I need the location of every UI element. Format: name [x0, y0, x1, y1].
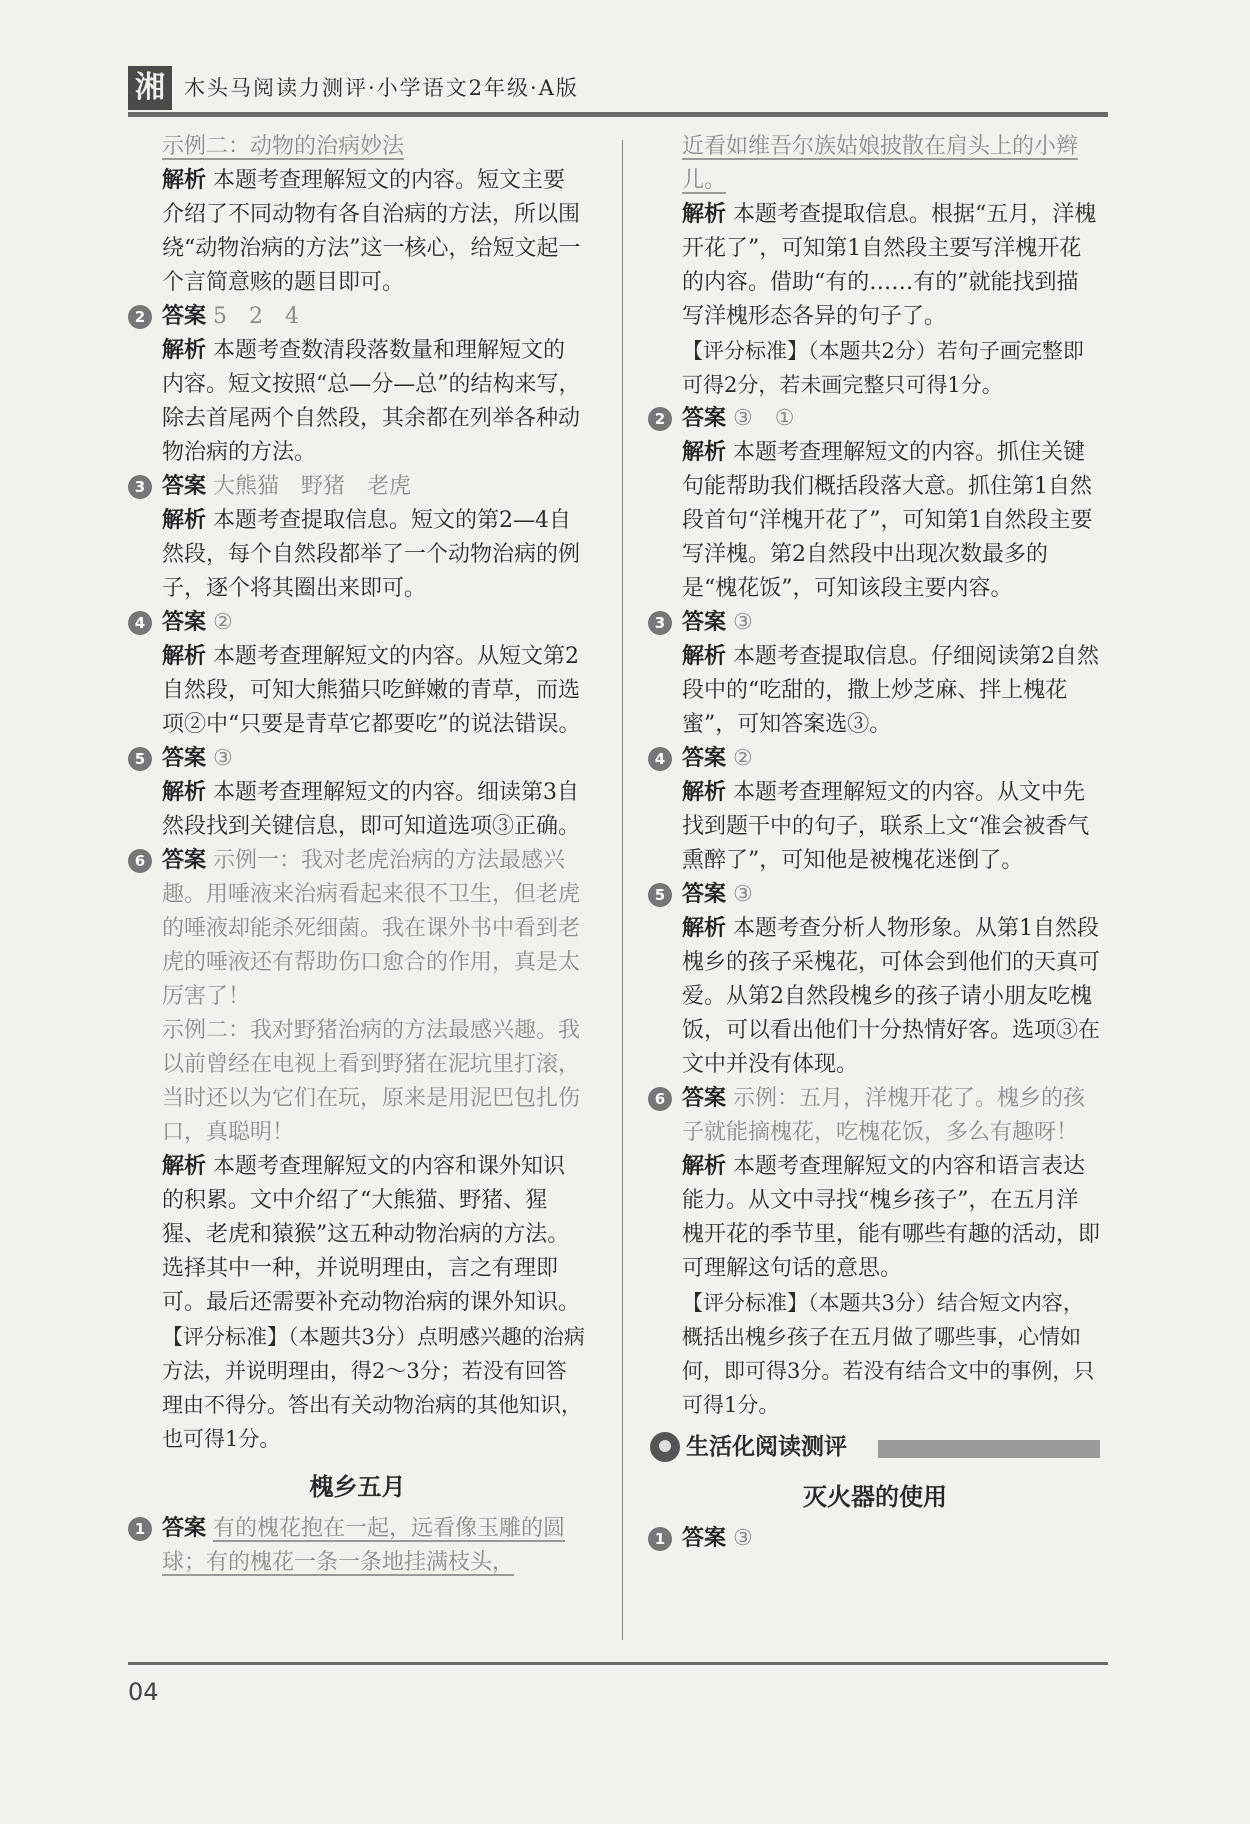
life-reading-banner [650, 1430, 1100, 1466]
question-2: 2 答案 5 2 4 解析 本题考查数清段落数量和理解短文的内容。短文按照“总—分—总”的结构来写，除去首尾两个自然段，其余都在列举各种动物治病的方法。 [130, 300, 585, 470]
question-number: 3 [648, 611, 672, 635]
question-3: 3 答案 大熊猫 野猪 老虎 解析 本题考查提取信息。短文的第2—4自然段，每个自然段都举了一个动物治病的例子，逐个将其圈出来即可。 [130, 470, 585, 606]
answer-text: 示例二：我对野猪治病的方法最感兴趣。我以前曾经在电视上看到野猪在泥坑里打滚，当时还以为它们在玩，原来是用泥巴包扎伤口，真聪明！ [162, 1018, 581, 1145]
answer-text: 示例一：我对老虎治病的方法最感兴趣。用唾液来治病看起来很不卫生，但老虎的唾液却能杀死细菌。我在课外书中看到老虎的唾液还有帮助伤口愈合的作用，真是太厉害了！ [162, 848, 581, 1009]
standard-label: 【评分标准】 [162, 1325, 288, 1349]
analysis-text: 本题考查理解短文的内容。从文中先找到题干中的句子，联系上文“准会被香气熏醉了”，可知他是被槐花迷倒了。 [682, 780, 1090, 873]
question-3: 3 答案 ③ 解析 本题考查提取信息。仔细阅读第2自然段中的“吃甜的，撒上炒芝麻、拌上槐花蜜”，可知答案选③。 [650, 606, 1100, 742]
question-number: 3 [128, 475, 152, 499]
answer-text: 有的槐花抱在一起，远看像玉雕的圆球；有的槐花一条一条地挂满枝头， [162, 1516, 566, 1575]
question-5: 5 答案 ③ 解析 本题考查理解短文的内容。细读第3自然段找到关键信息，即可知道选项③正确。 [130, 742, 585, 844]
header-rule [128, 112, 1108, 117]
analysis-text: 本题考查提取信息。短文的第2—4自然段，每个自然段都举了一个动物治病的例子，逐个将其圈出来即可。 [162, 508, 581, 601]
analysis-text: 本题考查提取信息。根据“五月，洋槐开花了”，可知第1自然段主要写洋槐开花的内容。借助“有的……有的”就能找到描写洋槐形态各异的句子了。 [682, 202, 1097, 329]
answer-text: 近看如维吾尔族姑娘披散在肩头上的小辫儿。 [682, 134, 1079, 193]
answer-text: ③ [733, 610, 753, 635]
column-divider [622, 140, 623, 1640]
question-2: 2 答案 ③ ① 解析 本题考查理解短文的内容。抓住关键句能帮助我们概括段落大意。抓住第1自然段首句“洋槐开花了”，可知第1自然段主要写洋槐。第2自然段中出现次数最多的是“槐花饭”，可知该段主要内容。 [650, 402, 1100, 606]
question-number: 6 [128, 849, 152, 873]
analysis-text: 本题考查理解短文的内容。抓住关键句能帮助我们概括段落大意。抓住第1自然段首句“洋槐开花了”，可知第1自然段主要写洋槐。第2自然段中出现次数最多的是“槐花饭”，可知该段主要内容。 [682, 440, 1093, 601]
question-number: 4 [648, 747, 672, 771]
question-1: 1 答案 ③ [650, 1522, 1100, 1556]
question-number: 5 [128, 747, 152, 771]
footer-rule [128, 1662, 1108, 1665]
answer-text: 大熊猫 野猪 老虎 [213, 474, 412, 499]
analysis-text: 本题考查理解短文的内容和语言表达能力。从文中寻找“槐乡孩子”，在五月洋槐开花的季节里，能有哪些有趣的活动，即可理解这句话的意思。 [682, 1154, 1101, 1281]
question-4: 4 答案 ② 解析 本题考查理解短文的内容。从文中先找到题干中的句子，联系上文“准会被香气熏醉了”，可知他是被槐花迷倒了。 [650, 742, 1100, 878]
header-badge: 湘 [128, 66, 172, 110]
question-4: 4 答案 ② 解析 本题考查理解短文的内容。从短文第2自然段，可知大熊猫只吃鲜嫩的青草，而选项②中“只要是青草它都要吃”的说法错误。 [130, 606, 585, 742]
answer-text: 示例：五月，洋槐开花了。槐乡的孩子就能摘槐花，吃槐花饭，多么有趣呀！ [682, 1086, 1086, 1145]
answer-text: ② [733, 746, 753, 771]
answer-text: ③ [733, 882, 753, 907]
answer-text: ③ [213, 746, 233, 771]
analysis-text: 本题考查理解短文的内容。从短文第2自然段，可知大熊猫只吃鲜嫩的青草，而选项②中“只要是青草它都要吃”的说法错误。 [162, 644, 581, 737]
analysis-text: 本题考查分析人物形象。从第1自然段槐乡的孩子采槐花，可体会到他们的天真可爱。从第2自然段槐乡的孩子请小朋友吃槐饭，可以看出他们十分热情好客。选项③在文中并没有体现。 [682, 916, 1101, 1077]
analysis-text: 本题考查理解短文的内容。细读第3自然段找到关键信息，即可知道选项③正确。 [162, 780, 581, 839]
answer-text: 5 2 4 [213, 304, 300, 329]
question-number: 6 [648, 1087, 672, 1111]
question-number: 1 [648, 1527, 672, 1551]
left-column [130, 130, 585, 1580]
banner-bar [878, 1440, 1100, 1458]
standard-text: （本题共3分）结合短文内容，概括出槐乡孩子在五月做了哪些事，心情如何，即可得3分。若没有结合文中的事例，只可得1分。 [682, 1291, 1095, 1417]
standard-label: 【评分标准】 [682, 339, 808, 363]
analysis-block: 解析 本题考查理解短文的内容。短文主要介绍了不同动物有各自治病的方法，所以围绕“动物治病的方法”这一核心，给短文起一个言简意赅的题目即可。 [162, 168, 581, 295]
question-number: 4 [128, 611, 152, 635]
section-title: 灭火器的使用 [803, 1483, 947, 1511]
question-6: 6 答案 示例：五月，洋槐开花了。槐乡的孩子就能摘槐花，吃槐花饭，多么有趣呀！ 解析 本题考查理解短文的内容和语言表达能力。从文中寻找“槐乡孩子”，在五月洋槐开花的季节里，能有哪些有趣的活动，即可理解这句话的意思。 【评分标准】（本题共3分）结合短文内容，概括出槐乡孩子在五月做了哪些事，心情如何，即可得3分。若没有结合文中的事例，只可得1分。 [650, 1082, 1100, 1422]
question-number: 2 [128, 305, 152, 329]
life-reading-title: 生活化阅读测评 [686, 1434, 847, 1460]
question-1: 1 答案 有的槐花抱在一起，远看像玉雕的圆球；有的槐花一条一条地挂满枝头， [130, 1512, 585, 1580]
section-title: 槐乡五月 [309, 1473, 406, 1501]
page-number: 04 [128, 1678, 159, 1706]
answer-text: ② [213, 610, 233, 635]
question-number: 1 [128, 1517, 152, 1541]
right-column: 近看如维吾尔族姑娘披散在肩头上的小辫儿。 解析 本题考查提取信息。根据“五月，洋槐开花了”，可知第1自然段主要写洋槐开花的内容。借助“有的……有的”就能找到描写洋槐形态各异的句子了。 【评分标准】（本题共2分）若句子画完整即可得2分，若未画完整只可得1分。 2 答案 ③ ① 解析 本题考查理解短文的内容。抓住关键句能帮助我们概括段落大意。抓住第1自然段首句“洋槐开花了”，可知第1自然段主要写洋槐。第2自然段中出现次数最多的是“槐花饭”，可知该段主要内容。 3 答案 ③ 解析 本题考查提取信息。仔细阅读第2自然段中的“吃甜的，撒上炒芝麻、拌上槐花蜜”，可知答案选③。 4 答案 ② 解析 本题考查理解短文的内容。从文中先找到题干中的句子，联系上文“准会被香气熏醉了”，可知他是被槐花迷倒了。 5 答案 ③ 解析 本题考查分析人物形象。从第1自然段槐乡的孩子采槐花，可体会到他们的天真可爱。从第2自然段槐乡的孩子请小朋友吃槐饭，可以看出他们十分热情好客。选项③在文中并没有体现。 6 答案 示例：五月，洋槐开花了。槐乡的孩子就能摘槐花，吃槐花饭，多么有趣呀！ 解析 本题考查理解短文的内容和语言表达能力。从文中寻找“槐乡孩子”，在五月洋槐开花的季节里，能有哪些有趣的活动，即可理解这句话的意思。 【评分标准】（本题共3分）结合短文内容，概括出槐乡孩子在五月做了哪些事，心情如何，即可得3分。若没有结合文中的事例，只可得1分。 生活化阅读测评 灭火器的使用 1 答案 ③ [650, 130, 1100, 1556]
standard-label: 【评分标准】 [682, 1291, 808, 1315]
answer-text: 示例二：动物的治病妙法 [162, 134, 405, 159]
answer-text: ③ [733, 1526, 753, 1551]
analysis-text: 本题考查理解短文的内容和课外知识的积累。文中介绍了“大熊猫、野猪、猩猩、老虎和猿猴”这五种动物治病的方法。选择其中一种，并说明理由，言之有理即可。最后还需要补充动物治病的课外知识。 [162, 1154, 581, 1315]
header-title: 木头马阅读力测评·小学语文2年级·A版 [184, 76, 579, 100]
analysis-text: 本题考查提取信息。仔细阅读第2自然段中的“吃甜的，撒上炒芝麻、拌上槐花蜜”，可知答案选③。 [682, 644, 1100, 737]
question-5: 5 答案 ③ 解析 本题考查分析人物形象。从第1自然段槐乡的孩子采槐花，可体会到他们的天真可爱。从第2自然段槐乡的孩子请小朋友吃槐饭，可以看出他们十分热情好客。选项③在文中并没有体现。 [650, 878, 1100, 1082]
standard-text: （本题共2分）若句子画完整即可得2分，若未画完整只可得1分。 [682, 339, 1084, 397]
standard-text: （本题共3分）点明感兴趣的治病方法，并说明理由，得2～3分；若没有回答理由不得分。答出有关动物治病的其他知识，也可得1分。 [162, 1325, 585, 1451]
question-6: 6 答案 示例一：我对老虎治病的方法最感兴趣。用唾液来治病看起来很不卫生，但老虎的唾液却能杀死细菌。我在课外书中看到老虎的唾液还有帮助伤口愈合的作用，真是太厉害了！ 示例二：我对野猪治病的方法最感兴趣。我以前曾经在电视上看到野猪在泥坑里打滚，当时还以为它们在玩，原来是用泥巴包扎伤口，真聪明！ 解析 本题考查理解短文的内容和课外知识的积累。文中介绍了“大熊猫、野猪、猩猩、老虎和猿猴”这五种动物治病的方法。选择其中一种，并说明理由，言之有理即可。最后还需要补充动物治病的课外知识。 【评分标准】（本题共3分）点明感兴趣的治病方法，并说明理由，得2～3分；若没有回答理由不得分。答出有关动物治病的其他知识，也可得1分。 [130, 844, 585, 1456]
question-number: 5 [648, 883, 672, 907]
question-number: 2 [648, 407, 672, 431]
analysis-text: 本题考查数清段落数量和理解短文的内容。短文按照“总—分—总”的结构来写，除去首尾两个自然段，其余都在列举各种动物治病的方法。 [162, 338, 581, 465]
page-header [128, 66, 1108, 116]
answer-text: ③ ① [733, 406, 795, 431]
reading-mascot-icon [650, 1432, 680, 1462]
